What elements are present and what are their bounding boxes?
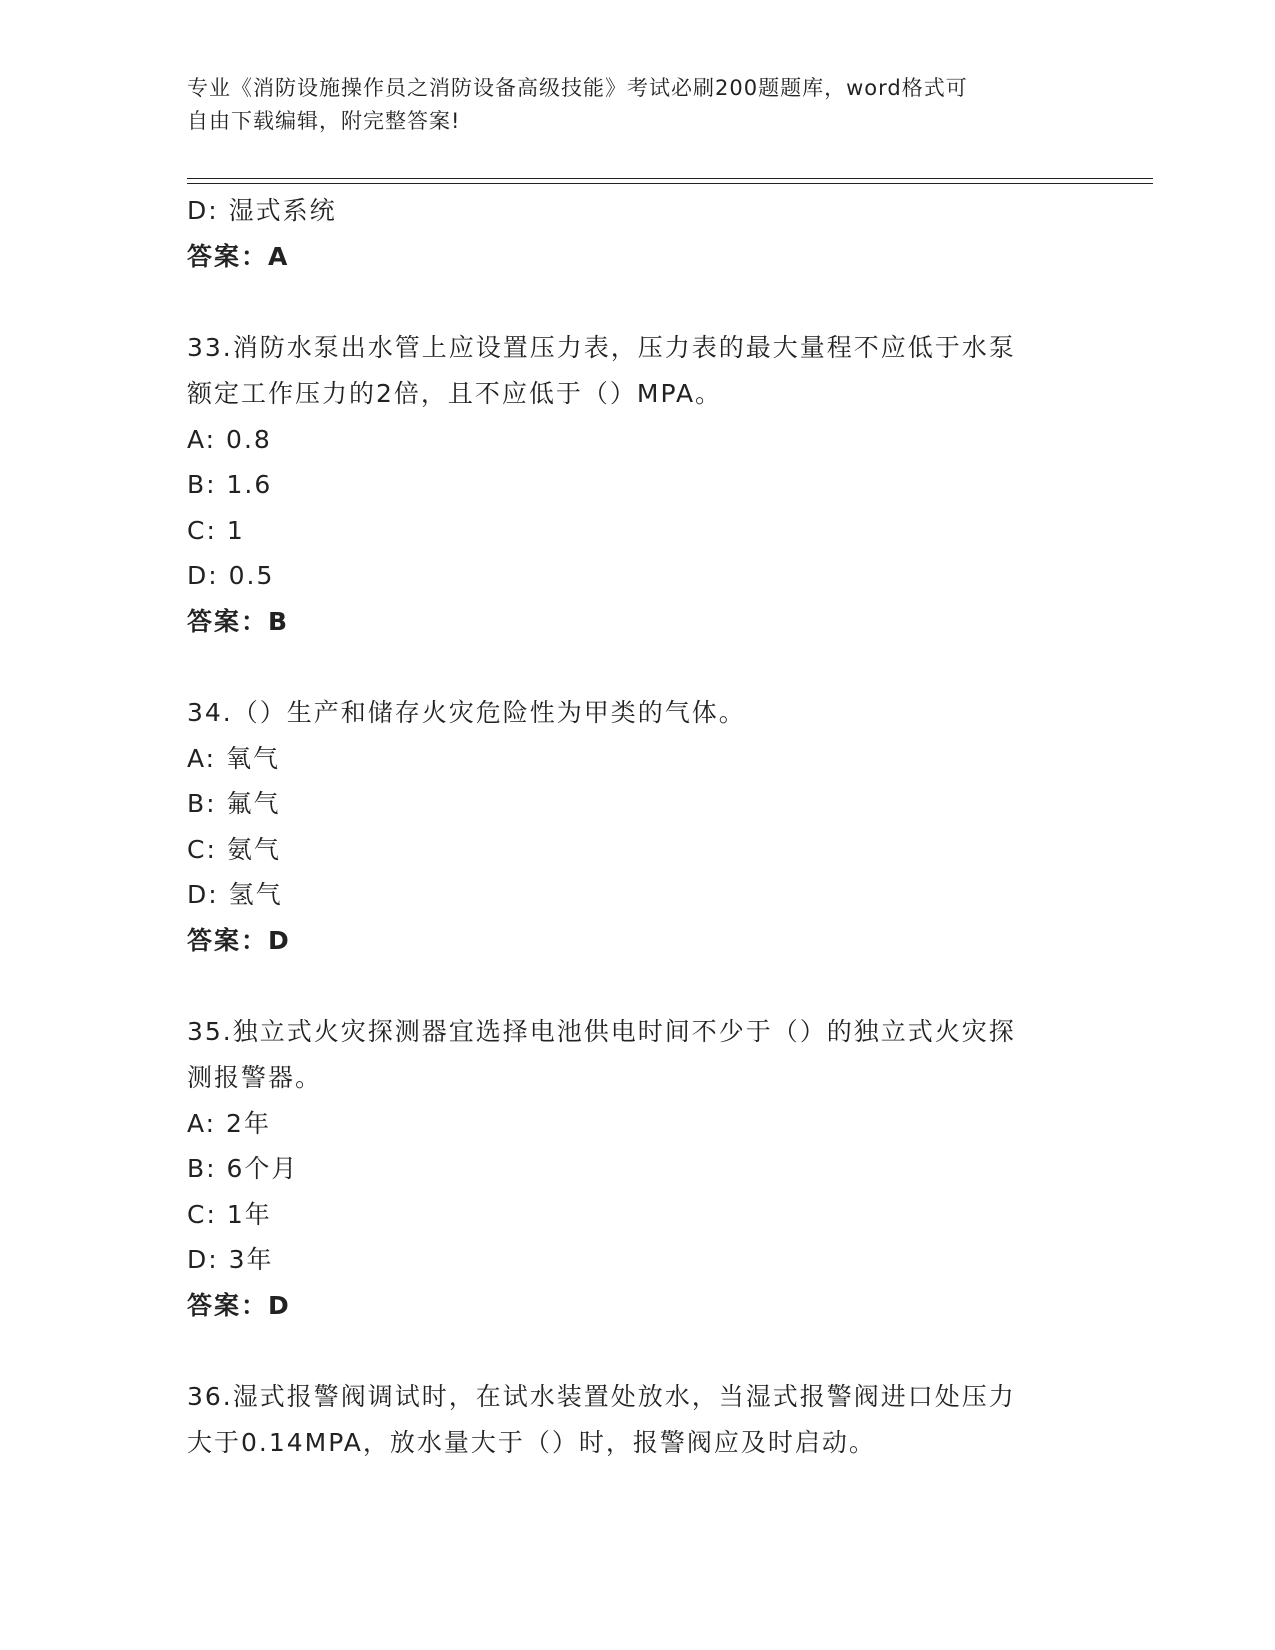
question-list [187, 188, 1087, 1466]
q35-option-d: D: 3年 [187, 1245, 274, 1274]
q34-answer: 答案：D [187, 925, 291, 955]
q34-option-d: D: 氢气 [187, 880, 283, 909]
q34-option-c: C: 氨气 [187, 834, 281, 864]
question-36 [187, 1374, 1087, 1466]
question-33 [187, 325, 1087, 645]
spacer [187, 279, 1087, 325]
spacer [187, 963, 1087, 1009]
q35-option-c: C: 1年 [187, 1199, 272, 1229]
q33-option-a: A: 0.8 [187, 424, 272, 454]
q33-option-c: C: 1 [187, 515, 245, 545]
spacer [187, 644, 1087, 690]
document-header [187, 72, 1067, 138]
header-divider-top [187, 178, 1153, 179]
q32-option-d: D: 湿式系统 [187, 196, 337, 225]
q35-option-a: A: 2年 [187, 1108, 271, 1138]
q33-stem-line-2: 额定工作压力的2倍，且不应低于（）MPA。 [187, 378, 723, 408]
question-35 [187, 1009, 1087, 1329]
q33-option-d: D: 0.5 [187, 561, 275, 590]
q36-stem-line-1: 36.湿式报警阀调试时，在试水装置处放水，当湿式报警阀进口处压力 [187, 1381, 1016, 1411]
spacer [187, 1328, 1087, 1374]
header-divider-bottom [187, 183, 1153, 184]
q33-option-b: B: 1.6 [187, 470, 273, 499]
header-title-line-1: 专业《消防设施操作员之消防设备高级技能》考试必刷200题题库，word格式可 [187, 76, 968, 100]
q33-stem-line-1: 33.消防水泵出水管上应设置压力表，压力表的最大量程不应低于水泵 [187, 332, 1016, 362]
q35-stem-line-1: 35.独立式火灾探测器宜选择电池供电时间不少于（）的独立式火灾探 [187, 1016, 1016, 1046]
q35-answer: 答案：D [187, 1290, 291, 1320]
header-title-line-2: 自由下载编辑，附完整答案! [187, 109, 461, 133]
q35-stem-line-2: 测报警器。 [187, 1062, 323, 1092]
question-34 [187, 690, 1087, 964]
q32-answer: 答案：A [187, 241, 290, 271]
q33-answer: 答案：B [187, 606, 290, 636]
q35-option-b: B: 6个月 [187, 1154, 299, 1183]
q36-stem-line-2: 大于0.14MPA，放水量大于（）时，报警阀应及时启动。 [187, 1427, 876, 1457]
q34-stem-line-1: 34.（）生产和储存火灾危险性为甲类的气体。 [187, 697, 746, 727]
q34-option-b: B: 氟气 [187, 789, 281, 818]
q34-option-a: A: 氧气 [187, 743, 281, 773]
